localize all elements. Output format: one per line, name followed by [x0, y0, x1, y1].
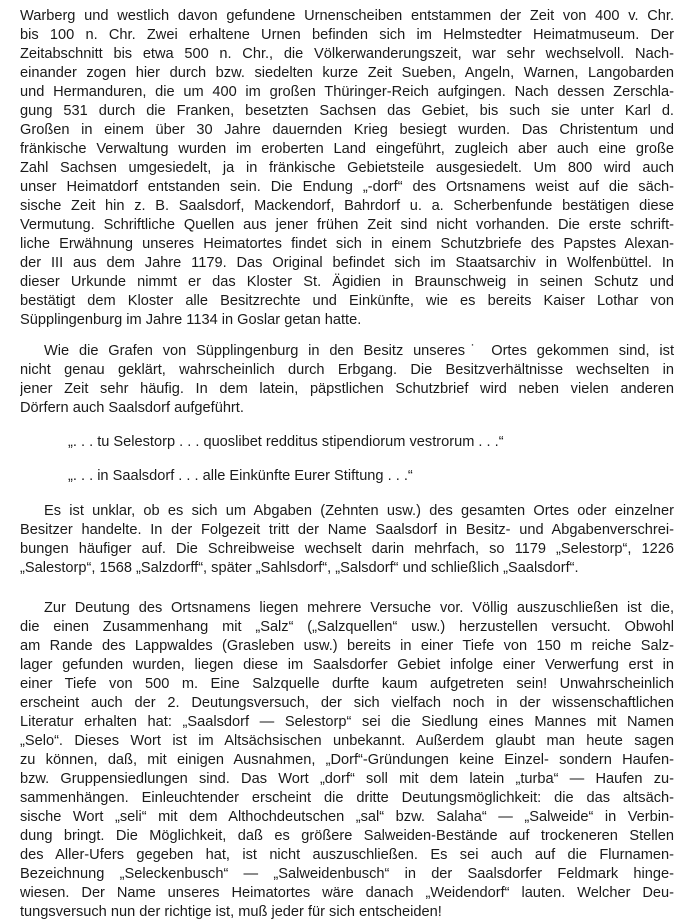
- text-line: einander zogen hier durch bzw. siedelten kurze Zeit Sueben, Angeln, Warnen, Langobarden: [20, 65, 674, 81]
- german-quote: „. . . in Saalsdorf . . . alle Einkünfte Eurer Stiftung . . .“: [68, 468, 413, 484]
- text-line: Großen in einem über 30 Jahre dauernden Krieg besiegt wurden. Das Christentum und: [20, 122, 674, 138]
- text-line: gung 531 durch die Franken, besetzten Sachsen das Gebiet, bis such sie unter Karl d.: [20, 103, 674, 119]
- text-line: liche Erwähnung unseres Heimatortes findet sich in einem Schutzbriefe des Papstes Alexan-: [20, 236, 674, 252]
- text-line: Es ist unklar, ob es sich um Abgaben (Zehnten usw.) des gesamten Ortes oder einzelner: [44, 503, 674, 519]
- text-line: nicht genau geklärt, wahrscheinlich durch Erbgang. Die Besitzverhältnisse wechselten in: [20, 362, 674, 378]
- text-line: Süpplingenburg im Jahre 1134 in Goslar getan hatte.: [20, 312, 362, 328]
- text-line: „Selo“. Dieses Wort ist im Altsächsischen unbekannt. Außerdem glaubt man heute sagen: [20, 733, 674, 749]
- text-line: bzw. Gruppensiedlungen sind. Das Wort „dorf“ soll mit dem latein „turba“ — Haufen zu-: [20, 771, 674, 787]
- text-line: dung bringt. Die Möglichkeit, daß es größere Salweiden-Bestände auf trockeneren Stellen: [20, 828, 674, 844]
- text-line: des Aller-Ufers gegeben hat, ist nicht auszuschließen. Es sei auch auf die Flurnamen-: [20, 847, 674, 863]
- text-line: bis 100 n. Chr. Zwei erhaltene Urnen befinden sich im Helmstedter Heimatmuseum. Der: [20, 27, 674, 43]
- text-line: Zahl Sachsen umgesiedelt, ja in fränkische Gebietsteile ausgesiedelt. Um 800 wird auch: [20, 160, 674, 176]
- text-line: jener Zeit sehr häufig. In dem latein, päpstlichen Schutzbrief wird neben vielen anderen: [20, 381, 674, 397]
- text-line: sammenhängen. Einleuchtender erscheint die dritte Deutungsmöglichkeit: die das altsäch-: [20, 790, 674, 806]
- paragraph-ortsnamen-deutung: [20, 599, 674, 922]
- text-line: Literatur erhalten hat: „Saalsdorf — Selestorp“ sei die Siedlung eines Mannes mit Namen: [20, 714, 674, 730]
- text-line: wiesen. Der Name unseres Heimatortes wäre danach „Weidendorf“ lauten. Welcher Deu-: [20, 885, 674, 901]
- text-line: die einen Zusammenhang mit „Salz“ („Salzquellen“ usw.) herzustellen versucht. Obwohl: [20, 619, 674, 635]
- text-line: bestätigt dem Kloster alle Besitzrechte und Einkünfte, wie es bereits Kaiser Lothar von: [20, 293, 674, 309]
- text-line: Bezeichnung „Seleckenbusch“ — „Salweidenbusch“ in der Saalsdorfer Feldmark hinge-: [20, 866, 674, 882]
- text-line: dieser Urkunde nimmt er das Kloster St. Ägidien in Braunschweig in seinen Schutz und: [20, 274, 674, 290]
- paragraph-grafen: [20, 342, 674, 418]
- paragraph-urnen-history: [20, 7, 674, 330]
- text-line: unser Heimatdorf entstanden sein. Die Endung „-dorf“ des Ortsnamens weist auf die säch-: [20, 179, 674, 195]
- text-line: sische Wort „seli“ mit dem Althochdeutschen „sal“ bzw. Salaha“ — „Salweide“ in Verbin-: [20, 809, 674, 825]
- latin-quote: „. . . tu Selestorp . . . quoslibet redditus stipendiorum vestrorum . . .“: [68, 434, 504, 450]
- text-line: Besitzer handelte. In der Folgezeit tritt der Name Saalsdorf in Besitz- und Abgabenverschrei-: [20, 522, 674, 538]
- text-line: zu können, daß, mit einigen Ausnahmen, „Dorf“-Gründungen keine Einzel- sondern Haufen-: [20, 752, 674, 768]
- text-line: tungsversuch nun der richtige ist, muß jeder für sich entscheiden!: [20, 904, 442, 920]
- text-line: fränkische Verwaltung wurden im eroberten Land eingeführt, zugleich aber auch eine große: [20, 141, 674, 157]
- text-line: „Salestorp“, 1568 „Salzdorff“, später „Sahlsdorf“, „Salsdorf“ und schließlich „Saalsdorf“.: [20, 560, 579, 576]
- text-line: Wie die Grafen von Süpplingenburg in den Besitz unseres˙ Ortes gekommen sind, ist: [44, 343, 674, 359]
- text-line: Warberg und westlich davon gefundene Urnenscheiben entstammen der Zeit von 400 v. Chr.: [20, 8, 674, 24]
- document-page: [20, 0, 674, 920]
- text-line: sische Zeit hin z. B. Saalsdorf, Mackendorf, Bahrdorf u. a. Scherbenfunde bestätigen diese: [20, 198, 674, 214]
- text-line: bungen häufiger auf. Die Schreibweise wechselt darin mehrfach, so 1179 „Selestorp“, 1226: [20, 541, 674, 557]
- text-line: einer Tiefe von 500 m. Eine Salzquelle durfte kaum aufgetreten sein! Unwahrscheinlich: [20, 676, 674, 692]
- text-line: Zur Deutung des Ortsnamens liegen mehrere Versuche vor. Völlig auszuschließen ist die,: [44, 600, 674, 616]
- text-line: der III aus dem Jahre 1179. Das Original befindet sich im Staatsarchiv in Wolfenbüttel. In: [20, 255, 674, 271]
- text-line: am Rande des Lappwaldes (Grasleben usw.) bereits in einer Tiefe von 150 m reiche Salz-: [20, 638, 674, 654]
- text-line: Dörfern auch Saalsdorf aufgeführt.: [20, 400, 244, 416]
- text-line: und Hermanduren, die um 400 im großen Thüringer-Reich aufgingen. Nach dessen Zerschla-: [20, 84, 674, 100]
- text-line: Vermutung. Schriftliche Quellen aus jener frühen Zeit sind nicht vorhanden. Die erste schrift-: [20, 217, 674, 233]
- paragraph-abgaben: [20, 502, 674, 578]
- text-line: erscheint auch der 2. Deutungsversuch, der sich vielfach noch in der wissenschaftlichen: [20, 695, 674, 711]
- text-line: lager gefunden wurden, liegen diese im Saalsdorfer Gebiet infolge einer Verwerfung erst in: [20, 657, 674, 673]
- text-line: Zeitabschnitt bis etwa 500 n. Chr., die Völkerwanderungszeit, war sehr wechselvoll. Nach-: [20, 46, 674, 62]
